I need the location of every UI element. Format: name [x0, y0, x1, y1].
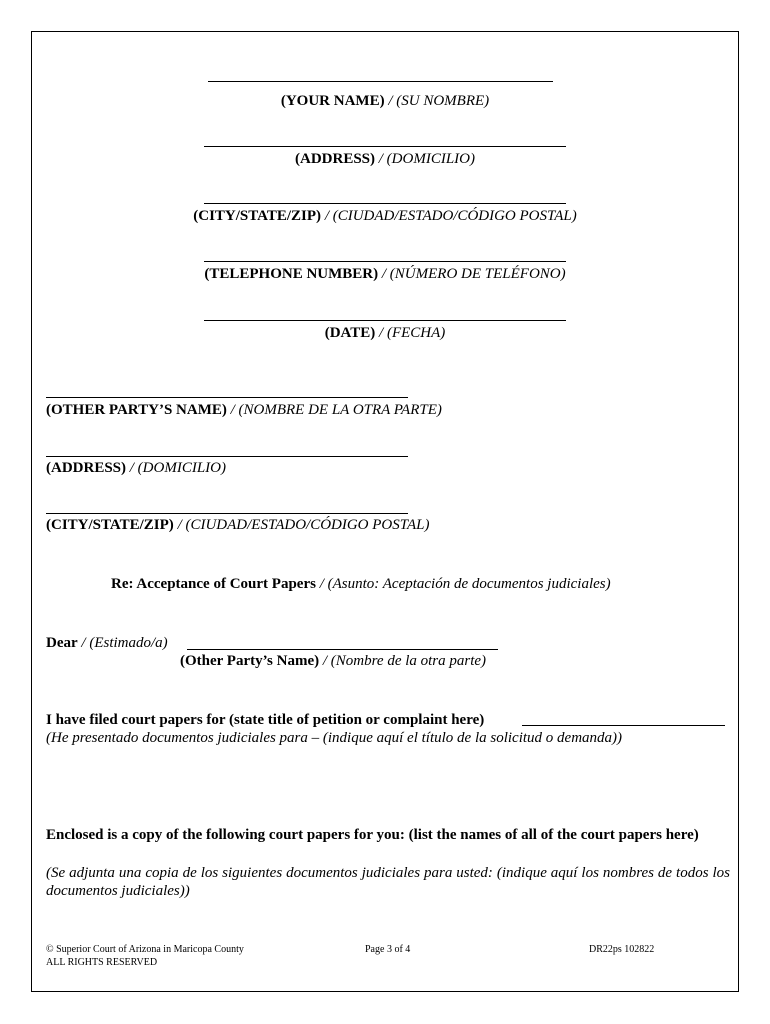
- dear-sub-label-es: / (Nombre de la otra parte): [319, 653, 487, 669]
- filed-title-line[interactable]: [522, 725, 725, 726]
- your-name-label-es: / (SU NOMBRE): [384, 93, 490, 109]
- dear-line: [46, 634, 168, 652]
- dear-label: Dear: [46, 635, 78, 651]
- date-label: (DATE): [324, 325, 376, 341]
- enclosed-label: Enclosed is a copy of the following court papers for you: (list the names of all of the court papers here): [46, 827, 699, 843]
- other-party-address-label: (ADDRESS): [46, 460, 127, 476]
- your-phone-label: (TELEPHONE NUMBER): [204, 266, 379, 282]
- other-party-city-caption: [46, 516, 430, 534]
- footer-page-number: Page 3 of 4: [365, 944, 411, 955]
- your-name-caption: [0, 92, 770, 110]
- your-address-line[interactable]: [204, 146, 566, 147]
- other-party-city-label-es: / (CIUDAD/ESTADO/CÓDIGO POSTAL): [173, 517, 430, 533]
- other-party-name-label-es: / (NOMBRE DE LA OTRA PARTE): [226, 402, 442, 418]
- your-city-caption: [0, 207, 770, 225]
- other-party-city-label: (CITY/STATE/ZIP): [46, 517, 174, 533]
- your-city-line[interactable]: [204, 203, 566, 204]
- your-name-label: (YOUR NAME): [280, 93, 385, 109]
- re-line: [111, 575, 611, 593]
- your-name-line[interactable]: [208, 81, 553, 82]
- filed-label: I have filed court papers for (state title of petition or complaint here): [46, 712, 485, 728]
- footer-rights: ALL RIGHTS RESERVED: [46, 957, 158, 968]
- footer-form-id: DR22ps 102822: [589, 944, 655, 955]
- other-party-name-line[interactable]: [46, 397, 408, 398]
- re-label: Re: Acceptance of Court Papers: [111, 576, 316, 592]
- page-border: [31, 31, 739, 992]
- dear-sub-caption: [180, 652, 486, 670]
- enclosed-label-es: (Se adjunta una copia de los siguientes documentos judiciales para usted: (indique aquí los nombres de todos los documentos judiciales)): [46, 865, 730, 899]
- your-address-caption: [0, 150, 770, 168]
- footer-copyright: © Superior Court of Arizona in Maricopa County: [46, 944, 244, 955]
- dear-sub-label: (Other Party’s Name): [180, 653, 320, 669]
- other-party-address-caption: [46, 459, 226, 477]
- your-address-label-es: / (DOMICILIO): [375, 151, 475, 167]
- other-party-name-caption: [46, 401, 442, 419]
- your-address-label: (ADDRESS): [295, 151, 376, 167]
- date-label-es: / (FECHA): [375, 325, 446, 341]
- date-line[interactable]: [204, 320, 566, 321]
- your-city-label: (CITY/STATE/ZIP): [193, 208, 322, 224]
- your-city-label-es: / (CIUDAD/ESTADO/CÓDIGO POSTAL): [321, 208, 577, 224]
- re-label-es: / (Asunto: Aceptación de documentos judiciales): [315, 576, 611, 592]
- dear-label-es: / (Estimado/a): [77, 635, 168, 651]
- filed-label-es: (He presentado documentos judiciales para – (indique aquí el título de la solicitud o demanda)): [46, 730, 623, 746]
- your-phone-caption: [0, 265, 770, 283]
- other-party-city-line[interactable]: [46, 513, 408, 514]
- your-phone-label-es: / (NÚMERO DE TELÉFONO): [378, 266, 566, 282]
- date-caption: [0, 324, 770, 342]
- dear-name-line[interactable]: [187, 649, 498, 650]
- enclosed-paragraph-es: [46, 864, 730, 900]
- filed-text: [46, 711, 484, 729]
- other-party-address-line[interactable]: [46, 456, 408, 457]
- other-party-address-label-es: / (DOMICILIO): [126, 460, 226, 476]
- other-party-name-label: (OTHER PARTY’S NAME): [46, 402, 227, 418]
- filed-text-es: [46, 729, 622, 747]
- your-phone-line[interactable]: [204, 261, 566, 262]
- enclosed-paragraph: [46, 826, 730, 844]
